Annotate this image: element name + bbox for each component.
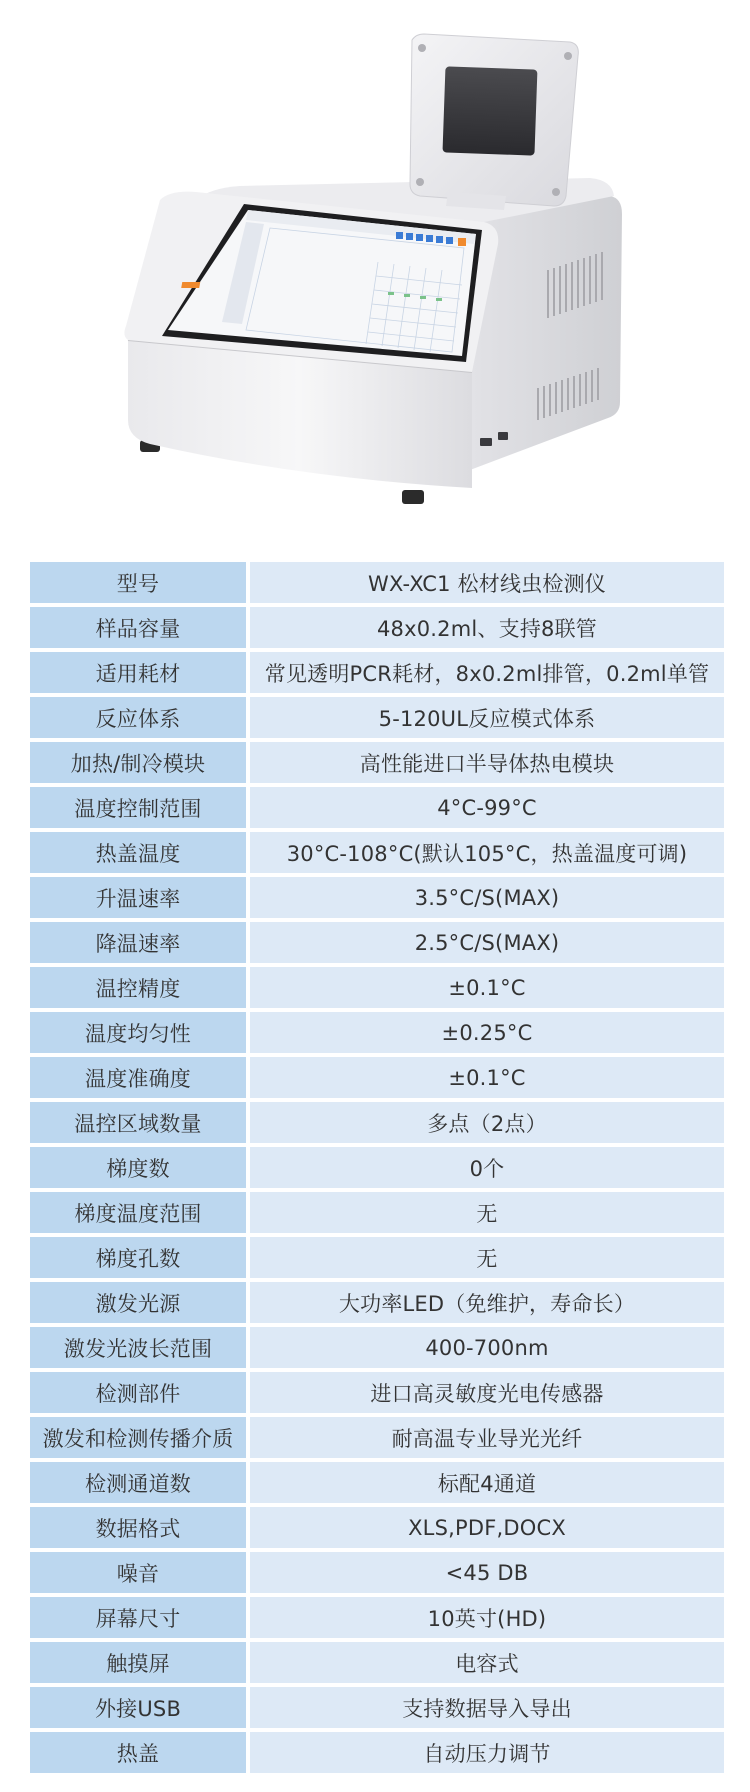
spec-row [30,1462,724,1503]
spec-row [30,967,724,1008]
spec-value: 多点（2点） [246,1102,724,1143]
spec-value: 常见透明PCR耗材，8x0.2ml排管，0.2ml单管 [246,652,724,693]
spec-label: 温控区域数量 [30,1102,246,1143]
spec-table [30,558,724,1777]
spec-row [30,1597,724,1638]
spec-row [30,922,724,963]
spec-row [30,562,724,603]
spec-label: 数据格式 [30,1507,246,1548]
spec-row [30,1687,724,1728]
spec-value: 大功率LED（免维护，寿命长） [246,1282,724,1323]
spec-label: 温度均匀性 [30,1012,246,1053]
spec-row [30,1147,724,1188]
spec-row [30,1552,724,1593]
spec-label: 外接USB [30,1687,246,1728]
spec-label: 反应体系 [30,697,246,738]
spec-label: 降温速率 [30,922,246,963]
spec-row [30,1192,724,1233]
spec-row [30,697,724,738]
spec-row [30,1327,724,1368]
spec-label: 型号 [30,562,246,603]
spec-value: 进口高灵敏度光电传感器 [246,1372,724,1413]
spec-label: 激发光源 [30,1282,246,1323]
spec-value: 0个 [246,1147,724,1188]
spec-label: 温控精度 [30,967,246,1008]
spec-value: ±0.1°C [246,967,724,1008]
spec-value: 无 [246,1192,724,1233]
spec-label: 温度控制范围 [30,787,246,828]
spec-value: 支持数据导入导出 [246,1687,724,1728]
spec-row [30,1732,724,1773]
spec-label: 噪音 [30,1552,246,1593]
spec-value: 2.5°C/S(MAX) [246,922,724,963]
spec-value: 自动压力调节 [246,1732,724,1773]
spec-label: 激发和检测传播介质 [30,1417,246,1458]
spec-row [30,877,724,918]
spec-row [30,1507,724,1548]
spec-value: 400-700nm [246,1327,724,1368]
spec-label: 梯度温度范围 [30,1192,246,1233]
spec-row [30,1642,724,1683]
product-image [0,0,750,540]
spec-value: 电容式 [246,1642,724,1683]
spec-row [30,832,724,873]
spec-value: 4°C-99°C [246,787,724,828]
spec-row [30,652,724,693]
spec-row [30,1417,724,1458]
spec-row [30,787,724,828]
spec-label: 触摸屏 [30,1642,246,1683]
spec-label: 梯度孔数 [30,1237,246,1278]
spec-row [30,1282,724,1323]
spec-value: WX-XC1 松材线虫检测仪 [246,562,724,603]
spec-label: 梯度数 [30,1147,246,1188]
spec-value: 标配4通道 [246,1462,724,1503]
spec-row [30,607,724,648]
spec-value: XLS,PDF,DOCX [246,1507,724,1548]
spec-value: 48x0.2ml、支持8联管 [246,607,724,648]
spec-label: 检测通道数 [30,1462,246,1503]
spec-label: 升温速率 [30,877,246,918]
spec-value: 10英寸(HD) [246,1597,724,1638]
spec-value: ±0.1°C [246,1057,724,1098]
spec-label: 样品容量 [30,607,246,648]
spec-row [30,1102,724,1143]
spec-label: 加热/制冷模块 [30,742,246,783]
spec-value: 3.5°C/S(MAX) [246,877,724,918]
spec-row [30,1012,724,1053]
spec-value: 高性能进口半导体热电模块 [246,742,724,783]
spec-value: 无 [246,1237,724,1278]
spec-label: 热盖 [30,1732,246,1773]
spec-label: 激发光波长范围 [30,1327,246,1368]
spec-value: 30°C-108°C(默认105°C，热盖温度可调) [246,832,724,873]
spec-value: 5-120UL反应模式体系 [246,697,724,738]
spec-value: 耐高温专业导光光纤 [246,1417,724,1458]
spec-label: 检测部件 [30,1372,246,1413]
spec-value: ±0.25°C [246,1012,724,1053]
spec-row [30,1237,724,1278]
spec-label: 热盖温度 [30,832,246,873]
spec-row [30,742,724,783]
spec-label: 温度准确度 [30,1057,246,1098]
spec-value: <45 DB [246,1552,724,1593]
spec-row [30,1372,724,1413]
spec-label: 适用耗材 [30,652,246,693]
device-lid [410,34,578,210]
spec-label: 屏幕尺寸 [30,1597,246,1638]
spec-row [30,1057,724,1098]
